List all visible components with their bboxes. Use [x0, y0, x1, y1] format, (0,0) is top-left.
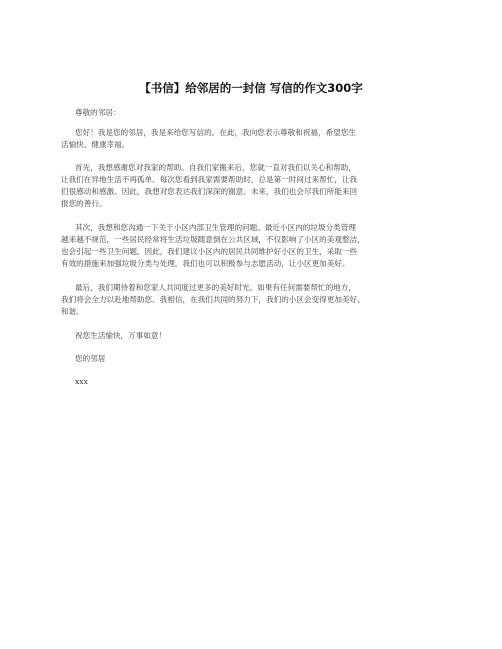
paragraph-line: 有效的措施来加强垃圾分类与处理。我们也可以积极参与志愿活动，让小区更加美好。: [61, 259, 350, 268]
paragraph-line: 们很感动和感激。因此，我想对您表达我们深深的谢意。未来，我们也会尽我们所能来回: [61, 187, 358, 196]
signature-text: xxx: [75, 377, 88, 386]
paragraph-line: 也会引起一些卫生问题。因此，我们建议小区内的居民共同维护好小区的卫生，采取一些: [61, 247, 358, 256]
sign-off-text: 您的邻居: [75, 354, 106, 363]
sign-off: [61, 353, 445, 365]
paragraph-line: 其次，我想和您沟通一下关于小区内部卫生管理的问题。最近小区内的垃圾分类管理: [75, 223, 356, 232]
paragraph-future: [61, 282, 445, 318]
paragraph-hygiene: [61, 222, 445, 270]
paragraph-line: 和谐。: [61, 307, 84, 316]
document-title: 【书信】给邻居的一封信 写信的作文300字: [139, 81, 363, 95]
paragraph-line: 您好！我是您的邻居，我是来给您写信的。在此，我向您表示尊敬和祝福，希望您生: [75, 128, 356, 137]
salutation-text: 尊敬的邻居：: [75, 108, 121, 117]
paragraph-line: 报您的善行。: [61, 199, 107, 208]
paragraph-line: 我们将会全力以赴地帮助您。我相信，在我们共同的努力下，我们的小区会变得更加美好、: [61, 295, 365, 304]
paragraph-thanks: [61, 162, 445, 210]
paragraph-line: 越来越不规范，一些居民经常将生活垃圾随意倒在公共区域，不仅影响了小区的美观整洁，: [61, 235, 365, 244]
paragraph-line: 首先，我想感谢您对我家的帮助。自我们家搬来后，您就一直对我们以关心和帮助，: [75, 163, 356, 172]
closing-text: 祝您生活愉快，万事如意！: [75, 331, 167, 340]
closing: [61, 330, 445, 342]
paragraph-line: 让我们在异地生活不再孤单。每次您看到我家需要帮助时，总是第一时间过来帮忙，让我: [61, 175, 358, 184]
paragraph-line: 最后，我们期待着和您家人共同度过更多的美好时光。如果有任何需要帮忙的地方，: [75, 283, 356, 292]
signature: [61, 376, 445, 388]
paragraph-line: 活愉快、健康幸福。: [61, 140, 130, 149]
paragraph-greeting: [61, 127, 445, 151]
salutation: [61, 107, 445, 119]
